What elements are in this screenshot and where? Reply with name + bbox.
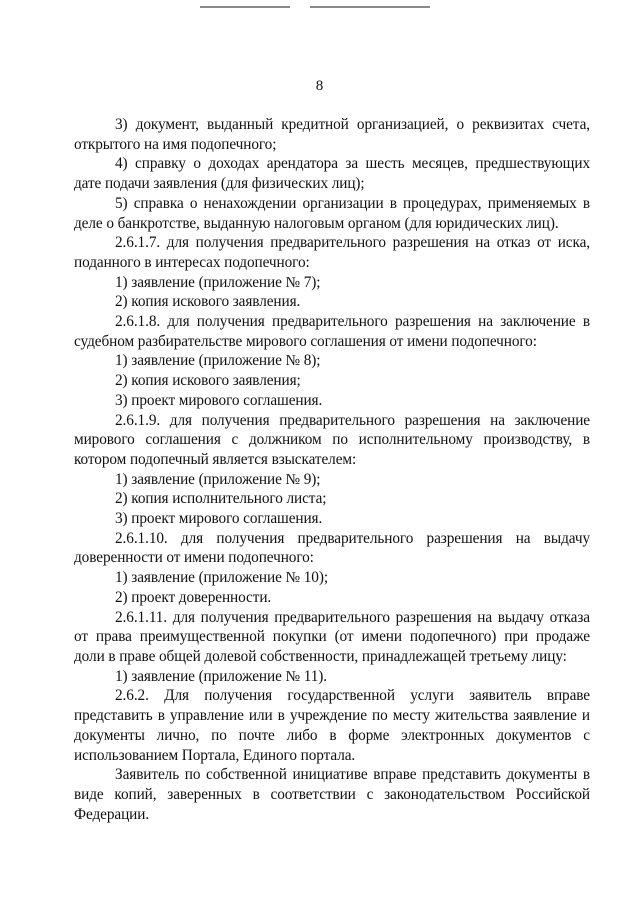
paragraph: Заявитель по собственной инициативе вправе представить документы в виде копий, заверенных в соответствии с законодательством Российской Федерации.: [74, 766, 590, 823]
paragraph: 3) документ, выданный кредитной организацией, о реквизитах счета, открытого на имя подопечного;: [74, 116, 590, 153]
paragraph: 2.6.1.7. для получения предварительного разрешения на отказ от иска, поданного в интересах подопечного:: [74, 234, 590, 271]
scan-artifact: [200, 6, 290, 8]
paragraph: 1) заявление (приложение № 9);: [115, 470, 321, 488]
paragraph: 3) проект мирового соглашения.: [115, 510, 323, 528]
paragraph: 2.6.1.9. для получения предварительного разрешения на заключение мирового соглашения с должником по исполнительному производству, в котором подопечный является взыскателем:: [74, 411, 590, 468]
paragraph: 1) заявление (приложение № 8);: [115, 352, 321, 370]
paragraph: 5) справка о ненахождении организации в процедурах, применяемых в деле о банкротстве, выданную налоговым органом (для юридических лиц).: [74, 194, 590, 232]
paragraph: 2.6.1.8. для получения предварительного разрешения на заключение в судебном разбирательстве мирового соглашения от имени подопечного:: [74, 313, 590, 350]
paragraph: 2.6.2. Для получения государственной услуги заявитель вправе представить в управление или в учреждение по месту жительства заявление и документы лично, по почте либо в форме электронных документов с использованием Портала, Единого портала.: [74, 687, 590, 764]
paragraph: 3) проект мирового соглашения.: [115, 391, 323, 409]
document-body: [74, 115, 590, 824]
paragraph: 2.6.1.11. для получения предварительного разрешения на выдачу отказа от права преимущественной покупки (от имени подопечного) при продаже доли в праве общей долевой собственности, принадлежащей третьему лицу:: [74, 608, 590, 665]
paragraph: 1) заявление (приложение № 11).: [115, 667, 327, 685]
page-number: 8: [315, 78, 324, 94]
paragraph: 2) копия искового заявления.: [115, 293, 301, 311]
paragraph: 2) копия искового заявления;: [115, 372, 301, 390]
paragraph: 2.6.1.10. для получения предварительного разрешения на выдачу доверенности от имени подопечного:: [74, 529, 590, 567]
scan-artifact: [310, 6, 430, 8]
paragraph: 4) справку о доходах арендатора за шесть месяцев, предшествующих дате подачи заявления (для физических лиц);: [74, 155, 590, 193]
paragraph: 2) копия исполнительного листа;: [115, 490, 327, 508]
paragraph: 2) проект доверенности.: [115, 588, 272, 606]
paragraph: 1) заявление (приложение № 10);: [115, 569, 328, 587]
paragraph: 1) заявление (приложение № 7);: [115, 273, 321, 291]
